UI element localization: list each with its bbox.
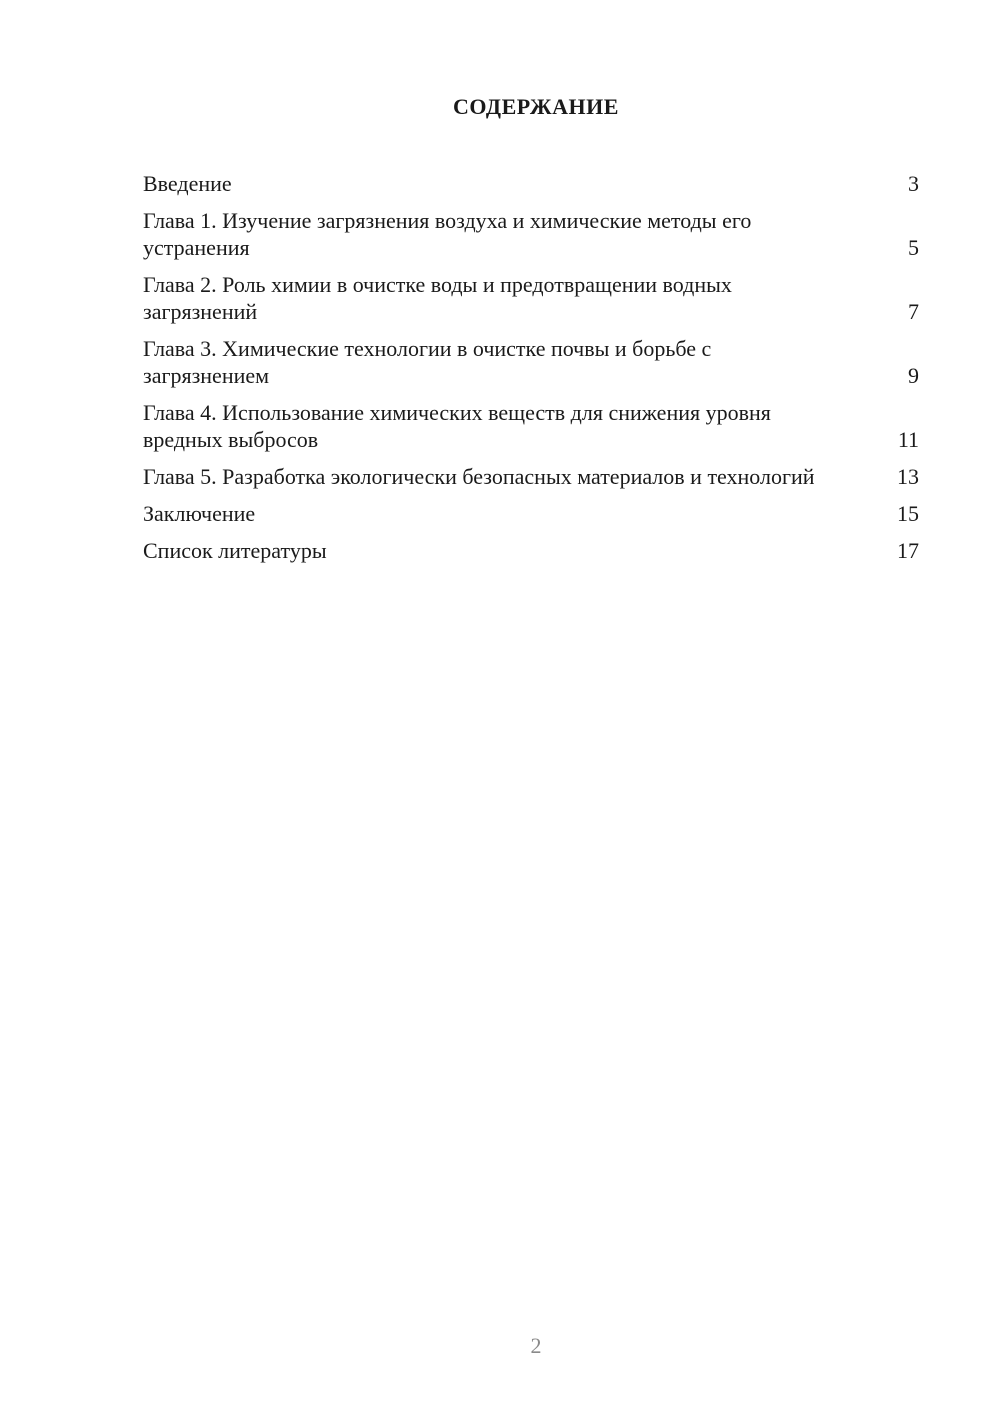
toc-entry-page: 13 [897,464,919,489]
toc-entry-chapter-3[interactable] [143,335,919,389]
toc-entry-title: Список литературы [143,538,327,563]
toc-entry-page: 9 [908,363,919,388]
toc-entry-page: 7 [908,299,919,324]
toc-entry-chapter-2[interactable] [143,271,919,325]
toc-entry-title: Глава 5. Разработка экологически безопасных материалов и технологий [143,464,815,489]
toc-entry-page: 17 [897,538,919,563]
toc-entry-page: 11 [897,427,919,452]
toc-entry-title: Глава 2. Роль химии в очистке воды и предотвращении водных загрязнений [143,272,732,324]
toc-entry-title: Введение [143,171,232,196]
toc-entry-references[interactable] [143,537,919,564]
toc-entry-chapter-4[interactable] [143,399,919,453]
page-title: СОДЕРЖАНИЕ [453,94,619,119]
toc-entry-introduction[interactable] [143,170,919,197]
toc-entry-chapter-5[interactable] [143,463,919,490]
toc-entry-chapter-1[interactable] [143,207,919,261]
toc-entry-title: Глава 1. Изучение загрязнения воздуха и химические методы его устранения [143,208,752,260]
page-number: 2 [530,1333,542,1358]
table-of-contents [143,170,919,574]
toc-entry-title: Заключение [143,501,256,526]
toc-entry-page: 5 [908,235,919,260]
toc-entry-title: Глава 3. Химические технологии в очистке почвы и борьбе с загрязнением [143,336,712,388]
toc-entry-page: 15 [897,501,919,526]
toc-entry-title: Глава 4. Использование химических веществ для снижения уровня вредных выбросов [143,400,771,452]
toc-entry-conclusion[interactable] [143,500,919,527]
toc-entry-page: 3 [908,171,919,196]
